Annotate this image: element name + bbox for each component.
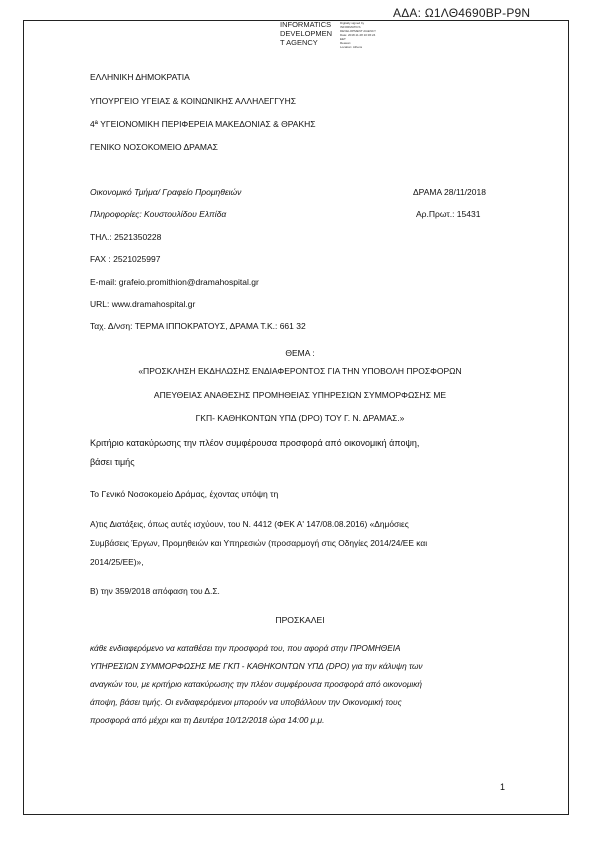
department: Οικονομικό Τμήμα/ Γραφείο Προμηθειών: [90, 187, 242, 197]
clause-b: Β) την 359/2018 απόφαση του Δ.Σ.: [90, 586, 220, 596]
subject-line-2: ΑΠΕΥΘΕΙΑΣ ΑΝΑΘΕΣΗΣ ΠΡΟΜΗΘΕΙΑΣ ΥΠΗΡΕΣΙΩΝ ΣΥΜΜΟΡΦΩΣΗΣ ΜΕ: [153, 390, 447, 400]
criterion-line-1: Κριτήριο κατακύρωσης την πλέον συμφέρουσα προσφορά από οικονομική άποψη,: [90, 438, 420, 448]
clause-a-line-1: Α)τις Διατάξεις, όπως αυτές ισχύουν, του Ν. 4412 (ΦΕΚ Α' 147/08.08.2016) «Δημόσιες: [90, 519, 409, 529]
subject-line-3: ΓΚΠ- ΚΑΘΗΚΟΝΤΩΝ ΥΠΔ (DPO) ΤΟΥ Γ. Ν. ΔΡΑΜΑΣ.»: [195, 413, 405, 423]
document-date: ΔΡΑΜΑ 28/11/2018: [413, 187, 486, 197]
signature-agency-name: INFORMATICS DEVELOPMEN T AGENCY: [280, 20, 333, 47]
invite-line-2: ΥΠΗΡΕΣΙΩΝ ΣΥΜΜΟΡΦΩΣΗΣ ΜΕ ΓΚΠ - ΚΑΘΗΚΟΝΤΩΝ ΥΠΔ (DPO) για την κάλυψη των: [90, 661, 423, 671]
clause-a-line-3: 2014/25/ΕΕ)»,: [90, 557, 144, 567]
website-link[interactable]: URL: www.dramahospital.gr: [90, 299, 196, 309]
criterion-line-2: βάσει τιμής: [90, 457, 135, 467]
subject-line-1: «ΠΡΟΣΚΛΗΣΗ ΕΚΔΗΛΩΣΗΣ ΕΝΔΙΑΦΕΡΟΝΤΟΣ ΓΙΑ ΤΗΝ ΥΠΟΒΟΛΗ ΠΡΟΣΦΟΡΩΝ: [138, 366, 462, 376]
phone: ΤΗΛ.: 2521350228: [90, 232, 162, 242]
invite-title: ΠΡΟΣΚΑΛΕΙ: [275, 615, 325, 625]
signature-details: Digitally signed by INFORMATICS DEVELOPMENT AGENCY Date: 2018.11.28 10:36:24 EET Reason: Location: Athens: [340, 21, 376, 49]
intro-text: Το Γενικό Νοσοκομείο Δράμας, έχοντας υπόψη τη: [90, 489, 279, 499]
header-line-4: ΓΕΝΙΚΟ ΝΟΣΟΚΟΜΕΙΟ ΔΡΑΜΑΣ: [90, 142, 218, 152]
header-line-1: ΕΛΛΗΝΙΚΗ ΔΗΜΟΚΡΑΤΙΑ: [90, 72, 190, 82]
email-link[interactable]: E-mail: grafeio.promithion@dramahospital.gr: [90, 277, 259, 287]
fax: FAX : 2521025997: [90, 254, 161, 264]
contact-person: Πληροφορίες: Κουστουλίδου Ελπίδα: [90, 209, 227, 219]
clause-a-line-2: Συμβάσεις Έργων, Προμηθειών και Υπηρεσιών (προσαρμογή στις Οδηγίες 2014/24/ΕΕ και: [90, 538, 428, 548]
address: Ταχ. Δ/νση: ΤΕΡΜΑ ΙΠΠΟΚΡΑΤΟΥΣ, ΔΡΑΜΑ Τ.Κ.: 661 32: [90, 321, 306, 331]
protocol-number: Αρ.Πρωτ.: 15431: [416, 209, 481, 219]
subject-label: ΘΕΜΑ :: [285, 348, 315, 358]
invite-line-1: κάθε ενδιαφερόμενο να καταθέσει την προσφορά του, που αφορά στην ΠΡΟΜΗΘΕΙΑ: [90, 643, 401, 653]
invite-line-5: προσφορά από μέχρι και τη Δευτέρα 10/12/2018 ώρα 14:00 μ.μ.: [90, 715, 325, 725]
header-line-2: ΥΠΟΥΡΓΕΙΟ ΥΓΕΙΑΣ & ΚΟΙΝΩΝΙΚΗΣ ΑΛΛΗΛΕΓΓΥΗΣ: [90, 96, 296, 106]
invite-line-3: αναγκών του, με κριτήριο κατακύρωσης την πλέον συμφέρουσα προσφορά από οικονομική: [90, 679, 422, 689]
ada-stamp: ΑΔΑ: Ω1ΛΘ4690ΒΡ-Ρ9Ν: [393, 6, 531, 20]
header-line-3: 4ª ΥΓΕΙΟΝΟΜΙΚΗ ΠΕΡΙΦΕΡΕΙΑ ΜΑΚΕΔΟΝΙΑΣ & ΘΡΑΚΗΣ: [90, 119, 316, 129]
page-number: 1: [500, 782, 506, 792]
invite-line-4: άποψη, βάσει τιμής. Οι ενδιαφερόμενοι μπορούν να υποβάλλουν την Οικονομική τους: [90, 697, 402, 707]
